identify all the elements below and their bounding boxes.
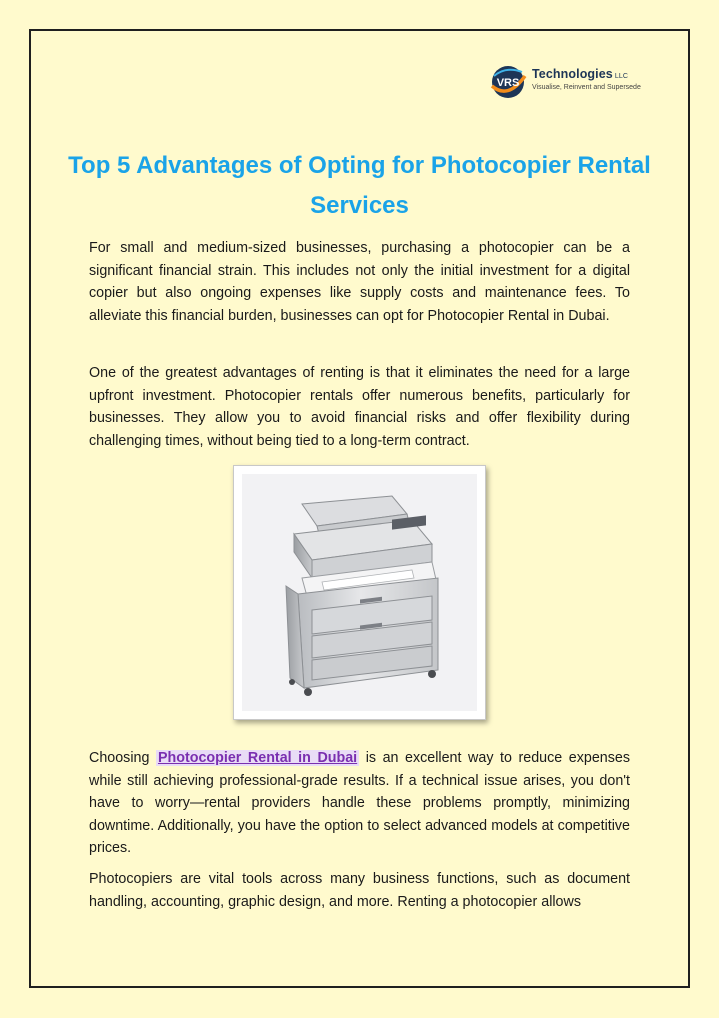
photocopier-rental-link[interactable]: Photocopier Rental in Dubai [157,750,358,766]
logo-name-text: Technologies [532,67,613,81]
logo-tagline: Visualise, Reinvent and Supersede [532,84,641,91]
logo-name [532,67,628,81]
logo-globe-icon [488,62,528,102]
choosing-text-start: Choosing [89,750,156,766]
advantages-paragraph: One of the greatest advantages of renting is that it eliminates the need for a large upfront investment. Photocopier rentals offer numerous benefits, particularly for businesses. They allow you to avoid financial risks and offer flexibility during challenging times, without being tied to a long-term contract. [89,365,630,449]
company-logo [488,62,641,102]
photocopier-image [233,465,486,720]
photocopier-image-area [242,474,477,711]
choosing-paragraph [89,747,630,860]
photocopier-illustration [242,474,477,711]
page-title: Top 5 Advantages of Opting for Photocopier Rental Services [68,152,651,219]
vital-tools-paragraph: Photocopiers are vital tools across many business functions, such as document handling, accounting, graphic design, and more. Renting a photocopier allows [89,871,630,910]
logo-suffix: LLC [614,73,628,80]
logo-badge-text: VRS [496,77,520,89]
choosing-text-end: is an excellent way to reduce expenses while still achieving professional-grade results. If a technical issue arises, you don't have to worry—rental providers handle these problems promptly, minimizing downtime. Additionally, you have the option to select advanced models at competitive prices. [89,750,630,857]
intro-paragraph: For small and medium-sized businesses, purchasing a photocopier can be a significant financial strain. This includes not only the initial investment for a digital copier but also ongoing expenses like supply costs and maintenance fees. To alleviate this financial burden, businesses can opt for Photocopier Rental in Dubai. [89,240,630,324]
